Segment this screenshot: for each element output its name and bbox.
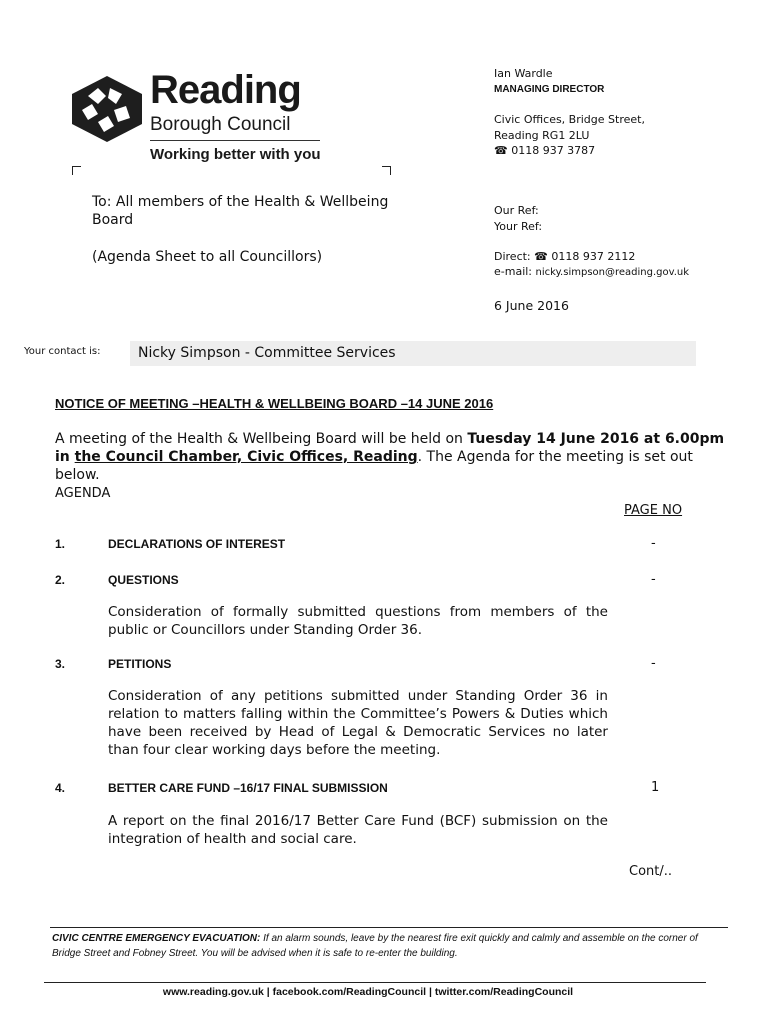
logo-divider bbox=[150, 140, 320, 141]
sender-address-line1: Civic Offices, Bridge Street, bbox=[494, 113, 645, 126]
address-window-corner-left bbox=[72, 166, 81, 175]
recipient-to: To: All members of the Health & Wellbeing Board bbox=[92, 194, 389, 228]
email-address: nicky.simpson@reading.gov.uk bbox=[535, 267, 690, 278]
agenda-item-number: 3. bbox=[55, 657, 66, 671]
our-ref: Our Ref: bbox=[494, 204, 539, 217]
agenda-item-number: 1. bbox=[55, 537, 66, 551]
sender-address-line2: Reading RG1 2LU bbox=[494, 129, 590, 142]
council-logo bbox=[68, 68, 338, 174]
letter-date: 6 June 2016 bbox=[494, 298, 569, 313]
sender-phone: 0118 937 3787 bbox=[511, 144, 596, 157]
agenda-item-number: 4. bbox=[55, 781, 66, 795]
logo-subtitle: Borough Council bbox=[150, 114, 291, 135]
agenda-item-description: A report on the final 2016/17 Better Care Fund (BCF) submission on the integration of health and social care. bbox=[108, 813, 608, 847]
contact-value: Nicky Simpson - Committee Services bbox=[138, 345, 396, 361]
sender-phone-row bbox=[494, 143, 595, 159]
direct-label: Direct: bbox=[494, 250, 531, 263]
footer-links: www.reading.gov.uk | facebook.com/ReadingCouncil | twitter.com/ReadingCouncil bbox=[162, 986, 574, 998]
agenda-item-description: Consideration of any petitions submitted under Standing Order 36 in relation to matters falling within the Committee’s Powers & Duties which have been received by Head of Legal & Democratic Services no later than four clear working days before the meeting. bbox=[108, 688, 608, 758]
agenda-item-title: DECLARATIONS OF INTEREST bbox=[108, 537, 286, 551]
sender-title: MANAGING DIRECTOR bbox=[494, 84, 605, 95]
agenda-item-page: - bbox=[651, 536, 656, 551]
address-window-corner-right bbox=[382, 166, 391, 175]
evacuation-text: If an alarm sounds, leave by the nearest fire exit quickly and calmly and assemble on the corner of Bridge Street and Fobney Street. You will be advised when it is safe to re-enter the building. bbox=[52, 933, 698, 959]
agenda-item-page: 1 bbox=[651, 780, 660, 795]
email-row bbox=[494, 264, 689, 281]
agenda-item-title: QUESTIONS bbox=[108, 573, 179, 587]
agenda-item-description: Consideration of formally submitted questions from members of the public or Councillors under Standing Order 36. bbox=[108, 604, 608, 638]
evacuation-rule-top bbox=[50, 927, 728, 928]
agenda-item-title: BETTER CARE FUND –16/17 FINAL SUBMISSION bbox=[108, 781, 388, 795]
page-no-header: PAGE NO bbox=[624, 503, 683, 518]
agenda-item-number: 2. bbox=[55, 573, 66, 587]
evacuation-rule-bottom bbox=[44, 982, 706, 983]
meeting-location: the Council Chamber, Civic Offices, Reading bbox=[74, 449, 418, 465]
meeting-datetime: Tuesday 14 June 2016 at 6.00pm bbox=[467, 431, 725, 447]
recipient-note: (Agenda Sheet to all Councillors) bbox=[92, 249, 323, 265]
agenda-item-page: - bbox=[651, 572, 656, 587]
phone-icon: ☎ bbox=[534, 250, 548, 263]
logo-name: Reading bbox=[150, 68, 301, 112]
sender-name: Ian Wardle bbox=[494, 67, 553, 80]
evacuation-label: CIVIC CENTRE EMERGENCY EVACUATION: bbox=[52, 933, 261, 944]
your-ref: Your Ref: bbox=[494, 220, 543, 233]
notice-intro bbox=[55, 430, 735, 484]
intro-part2: in bbox=[55, 449, 75, 465]
intro-part1: A meeting of the Health & Wellbeing Board will be held on bbox=[55, 431, 468, 447]
direct-phone: 0118 937 2112 bbox=[551, 250, 636, 263]
email-label: e-mail: bbox=[494, 265, 533, 278]
continued-marker: Cont/.. bbox=[629, 864, 673, 879]
phone-icon: ☎ bbox=[494, 144, 508, 157]
notice-heading: NOTICE OF MEETING –HEALTH & WELLBEING BOARD –14 JUNE 2016 bbox=[55, 396, 494, 411]
intro-part3: . The Agenda for the meeting is set out below. bbox=[55, 449, 693, 483]
agenda-item-page: - bbox=[651, 656, 656, 671]
agenda-item-title: PETITIONS bbox=[108, 657, 172, 671]
contact-label: Your contact is: bbox=[24, 346, 101, 357]
contact-box bbox=[130, 341, 696, 366]
agenda-label: AGENDA bbox=[55, 486, 111, 501]
logo-tagline: Working better with you bbox=[150, 146, 321, 163]
evacuation-notice bbox=[52, 931, 728, 961]
direct-phone-row bbox=[494, 249, 635, 265]
reading-logo-mark-icon bbox=[68, 74, 146, 144]
